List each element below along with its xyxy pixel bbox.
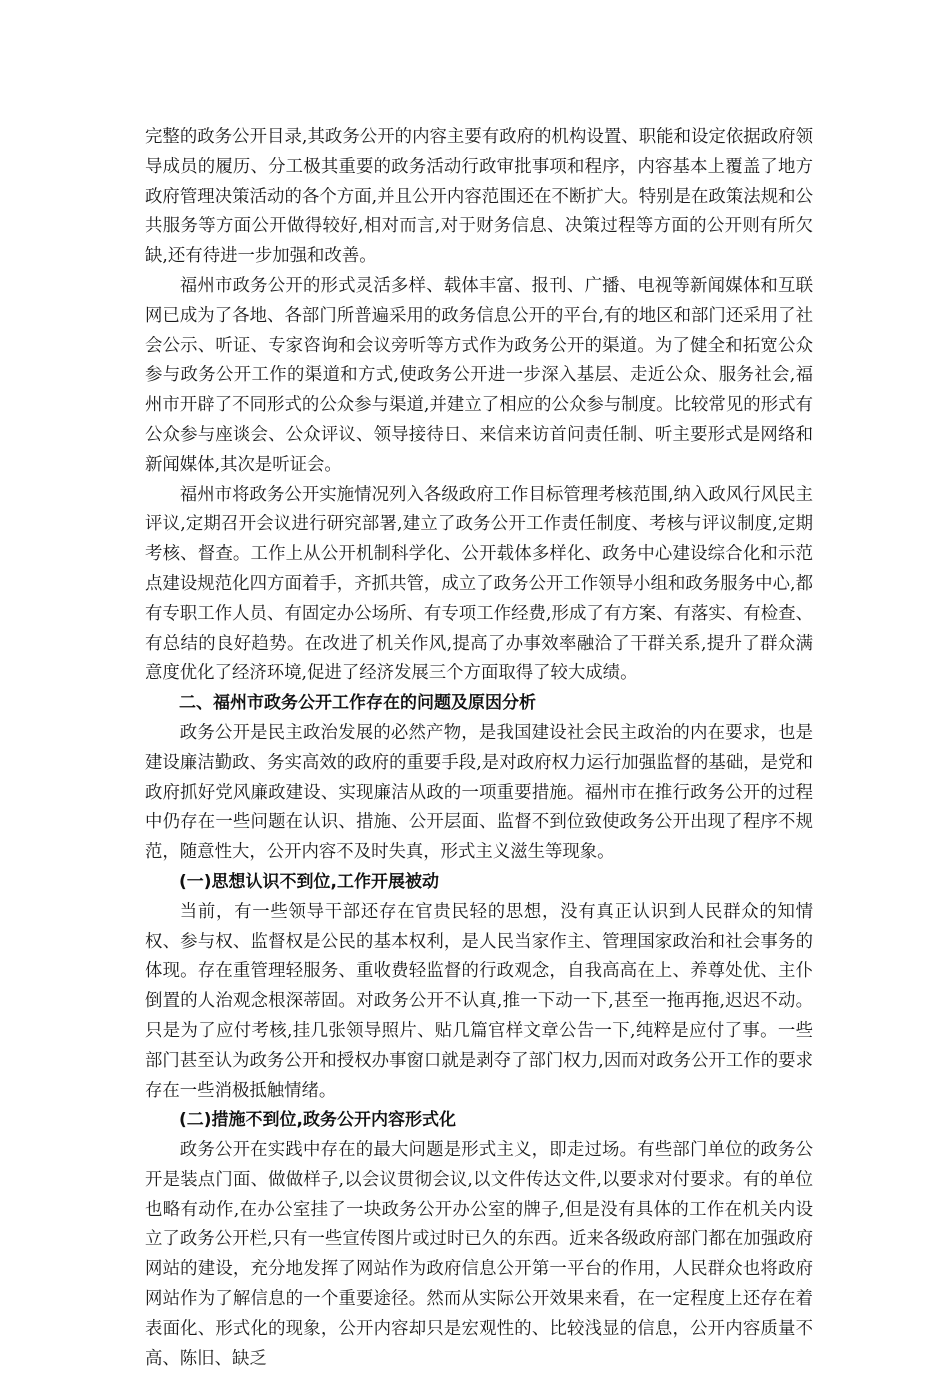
paragraph-6: 政务公开在实践中存在的最大问题是形式主义，即走过场。有些部门单位的政务公开是装点门面、做做样子,以会议贯彻会议,以文件传达文件,以要求对付要求。有的单位也略有动作,在办公室挂了一块政务公开办公室的牌子,但是没有具体的工作在机关内设立了政务公开栏,只有一些宣传图片或过时已久的东西。近来各级政府部门都在加强政府网站的建设，充分地发挥了网站作为政府信息公开第一平台的作用，人民群众也将政府网站作为了解信息的一个重要途径。然而从实际公开效果来看，在一定程度上还存在着表面化、形式化的现象，公开内容却只是宏观性的、比较浅显的信息，公开内容质量不高、陈旧、缺乏 bbox=[145, 1140, 813, 1369]
subsection-heading-1: (一)思想认识不到位,工作开展被动 bbox=[179, 871, 439, 892]
section-heading-2: 二、福州市政务公开工作存在的问题及原因分析 bbox=[179, 693, 536, 714]
subsection-heading-2: (二)措施不到位,政务公开内容形式化 bbox=[179, 1110, 456, 1131]
paragraph-1: 完整的政务公开目录,其政务公开的内容主要有政府的机构设置、职能和设定依据政府领导成员的履历、分工极其重要的政务活动行政审批事项和程序，内容基本上覆盖了地方政府管理决策活动的各个方面,并且公开内容范围还在不断扩大。特别是在政策法规和公共服务等方面公开做得较好,相对而言,对于财务信息、决策过程等方面的公开则有所欠缺,还有待进一步加强和改善。 bbox=[145, 127, 813, 267]
paragraph-3: 福州市将政务公开实施情况列入各级政府工作目标管理考核范围,纳入政风行风民主评议,定期召开会议进行研究部署,建立了政务公开工作责任制度、考核与评议制度,定期考核、督查。工作上从公开机制科学化、公开载体多样化、政务中心建设综合化和示范点建设规范化四方面着手，齐抓共管，成立了政务公开工作领导小组和政务服务中心,都有专职工作人员、有固定办公场所、有专项工作经费,形成了有方案、有落实、有检查、有总结的良好趋势。在改进了机关作风,提高了办事效率融洽了干群关系,提升了群众满意度优化了经济环境,促进了经济发展三个方面取得了较大成绩。 bbox=[145, 484, 813, 684]
document-page bbox=[145, 123, 813, 1374]
paragraph-2: 福州市政务公开的形式灵活多样、载体丰富、报刊、广播、电视等新闻媒体和互联网已成为了各地、各部门所普遍采用的政务信息公开的平台,有的地区和部门还采用了社会公示、听证、专家咨询和会议旁听等方式作为政务公开的渠道。为了健全和拓宽公众参与政务公开工作的渠道和方式,使政务公开进一步深入基层、走近公众、服务社会,福州市开辟了不同形式的公众参与渠道,并建立了相应的公众参与制度。比较常见的形式有公众参与座谈会、公众评议、领导接待日、来信来访首问责任制、听主要形式是网络和新闻媒体,其次是听证会。 bbox=[145, 275, 813, 475]
paragraph-5: 当前，有一些领导干部还存在官贵民轻的思想，没有真正认识到人民群众的知情权、参与权、监督权是公民的基本权利，是人民当家作主、管理国家政治和社会事务的体现。存在重管理轻服务、重收费轻监督的行政观念，自我高高在上、养尊处优、主仆倒置的人治观念根深蒂固。对政务公开不认真,推一下动一下,甚至一拖再拖,迟迟不动。只是为了应付考核,挂几张领导照片、贴几篇官样文章公告一下,纯粹是应付了事。一些部门甚至认为政务公开和授权办事窗口就是剥夺了部门权力,因而对政务公开工作的要求存在一些消极抵触情绪。 bbox=[145, 901, 813, 1101]
paragraph-4: 政务公开是民主政治发展的必然产物，是我国建设社会民主政治的内在要求，也是建设廉洁勤政、务实高效的政府的重要手段,是对政府权力运行加强监督的基础，是党和政府抓好党风廉政建设、实现廉洁从政的一项重要措施。福州市在推行政务公开的过程中仍存在一些问题在认识、措施、公开层面、监督不到位致使政务公开出现了程序不规范，随意性大，公开内容不及时失真，形式主义滋生等现象。 bbox=[145, 722, 813, 863]
